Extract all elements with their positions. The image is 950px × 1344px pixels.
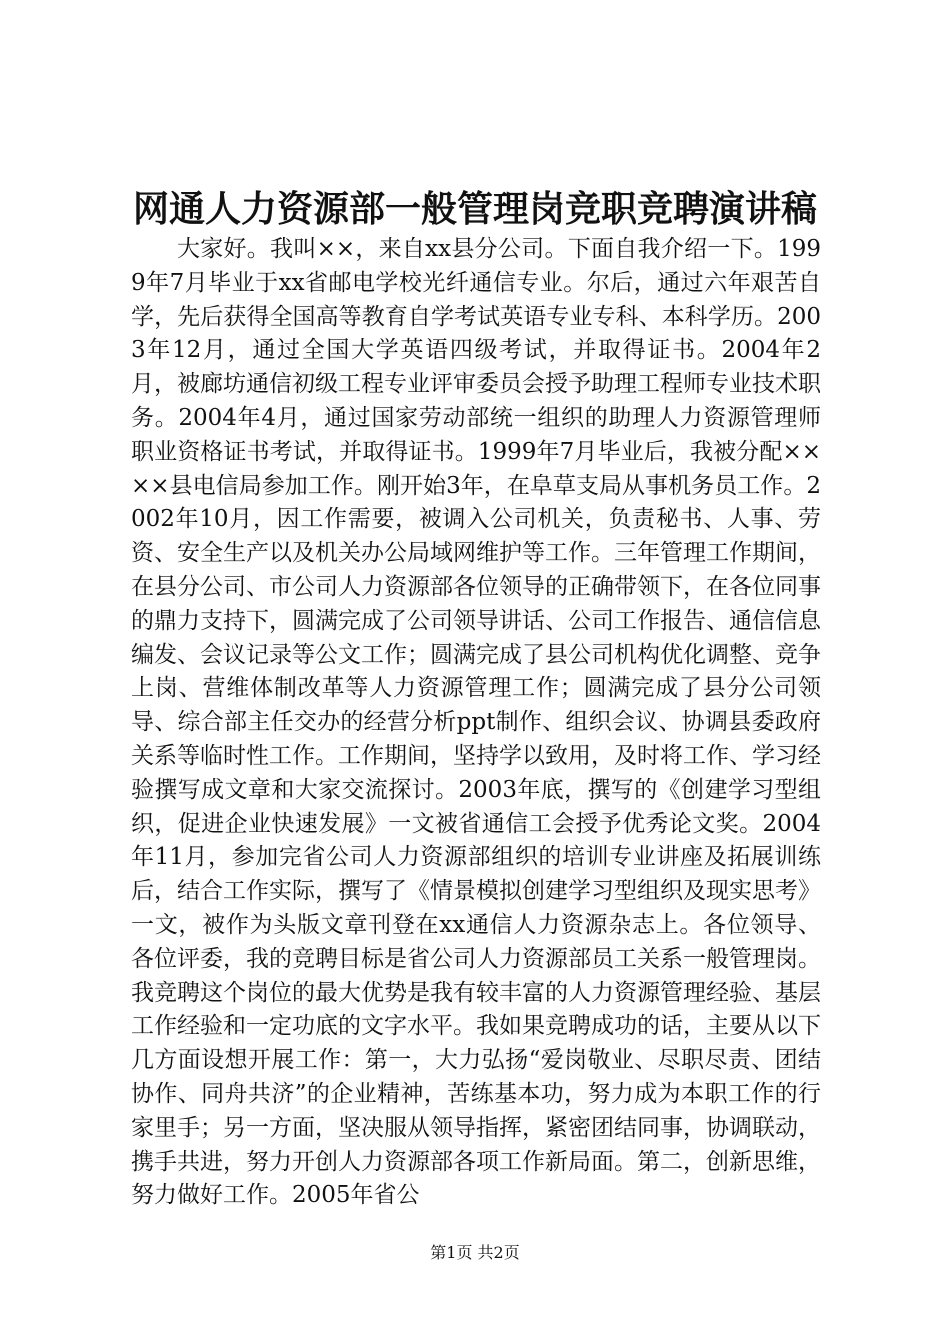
document-title: 网通人力资源部一般管理岗竞职竞聘演讲稿 [132, 188, 817, 230]
page-number-footer: 第1页 共2页 [430, 1243, 520, 1262]
document-body-paragraph: 大家好。我叫××，来自xx县分公司。下面自我介绍一下。1999年7月毕业于xx省邮电学校光纤通信专业。尔后，通过六年艰苦自学，先后获得全国高等教育自学考试英语专业专科、本科学历。2003年12月，通过全国大学英语四级考试，并取得证书。2004年2月，被廊坊通信初级工程专业评审委员会授予助理工程师专业技术职务。2004年4月，通过国家劳动部统一组织的助理人力资源管理师职业资格证书考试，并取得证书。1999年7月毕业后，我被分配××××县电信局参加工作。刚开始3年，在阜草支局从事机务员工作。2002年10月，因工作需要，被调入公司机关，负责秘书、人事、劳资、安全生产以及机关办公局域网维护等工作。三年管理工作期间，在县分公司、市公司人力资源部各位领导的正确带领下，在各位同事的鼎力支持下，圆满完成了公司领导讲话、公司工作报告、通信信息编发、会议记录等公文工作；圆满完成了县公司机构优化调整、竞争上岗、营维体制改革等人力资源管理工作；圆满完成了县分公司领导、综合部主任交办的经营分析ppt制作、组织会议、协调县委政府关系等临时性工作。工作期间，坚持学以致用，及时将工作、学习经验撰写成文章和大家交流探讨。2003年底，撰写的《创建学习型组织，促进企业快速发展》一文被省通信工会授予优秀论文奖。2004年11月，参加完省公司人力资源部组织的培训专业讲座及拓展训练后，结合工作实际，撰写了《情景模拟创建学习型组织及现实思考》一文，被作为头版文章刊登在xx通信人力资源杂志上。各位领导、各位评委，我的竞聘目标是省公司人力资源部员工关系一般管理岗。我竞聘这个岗位的最大优势是我有较丰富的人力资源管理经验、基层工作经验和一定功底的文字水平。我如果竞聘成功的话，主要从以下几方面设想开展工作：第一，大力弘扬“爱岗敬业、尽职尽责、团结协作、同舟共济”的企业精神，苦练基本功，努力成为本职工作的行家里手；另一方面，坚决服从领导指挥，紧密团结同事，协调联动，携手共进，努力开创人力资源部各项工作新局面。第二，创新思维，努力做好工作。2005年省公 [131, 236, 821, 1209]
